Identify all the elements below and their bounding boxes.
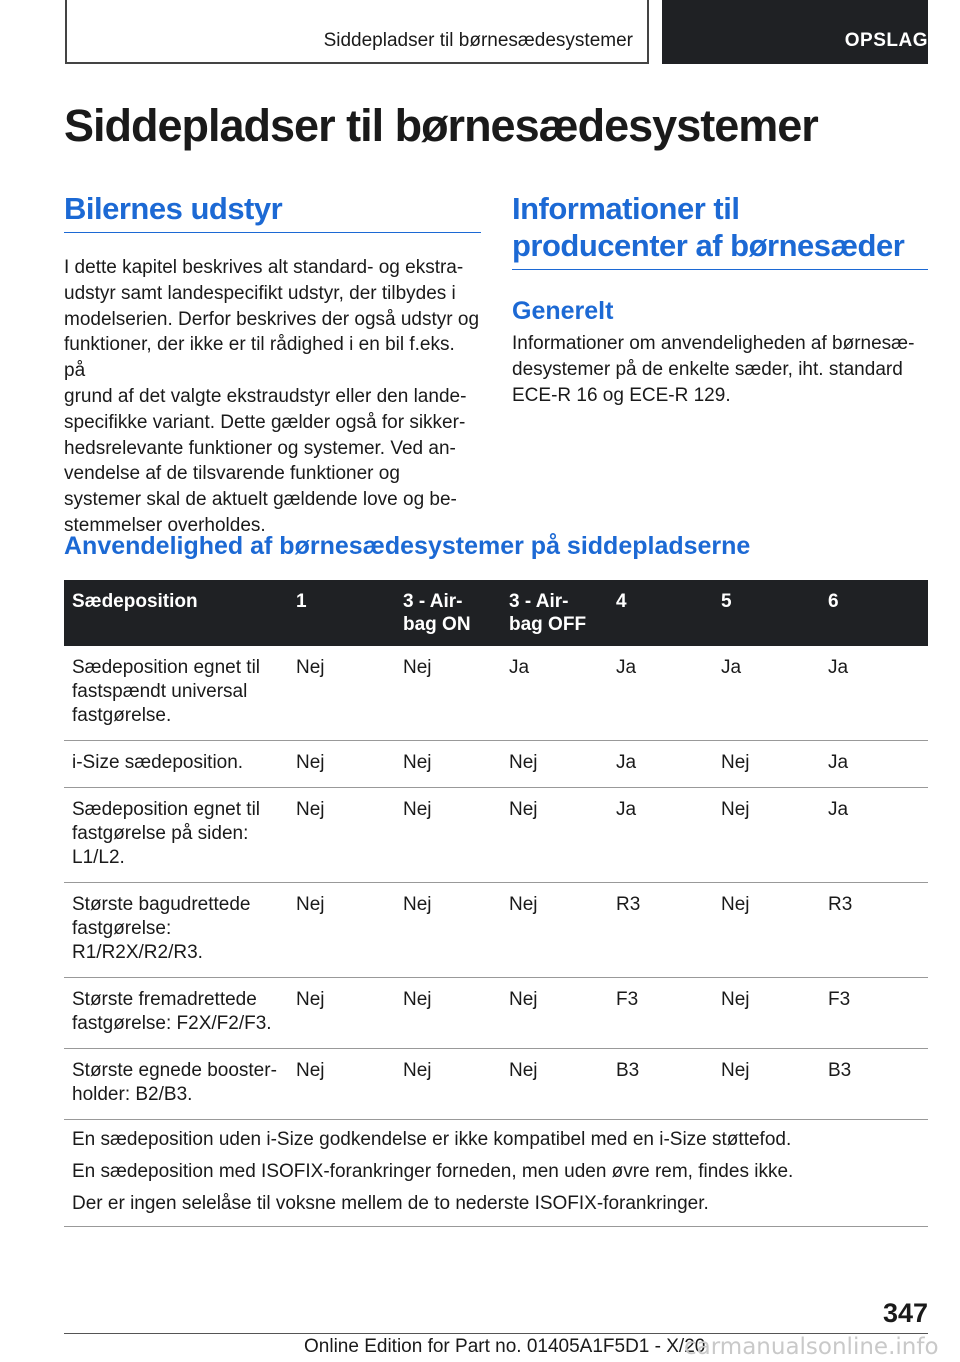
column-header bbox=[288, 580, 395, 646]
text-line: 6 bbox=[828, 591, 839, 612]
value-cell: Nej bbox=[395, 788, 501, 883]
table-row bbox=[64, 741, 928, 788]
text-line: udstyr samt landespecifikt udstyr, der tilbydes i bbox=[64, 282, 456, 304]
value-cell: Nej bbox=[501, 883, 608, 978]
value-cell: F3 bbox=[820, 978, 928, 1049]
vehicle-equipment-paragraph bbox=[64, 255, 481, 539]
column-header bbox=[608, 580, 713, 646]
value-cell: Nej bbox=[713, 883, 820, 978]
text-line: grund af det valgte ekstraudstyr eller den lande- bbox=[64, 385, 467, 407]
vehicle-equipment-heading: Bilernes udstyr bbox=[64, 191, 283, 226]
value-cell: Nej bbox=[288, 1049, 395, 1120]
header-index-label[interactable]: OPSLAG bbox=[844, 30, 928, 51]
value-cell: Nej bbox=[713, 741, 820, 788]
text-line: funktioner, der ikke er til rådighed i en bil f.eks. på bbox=[64, 334, 455, 382]
value-cell: Nej bbox=[395, 1049, 501, 1120]
column-header bbox=[64, 580, 288, 646]
header-section-label: Siddepladser til børnesædesystemer bbox=[323, 30, 633, 51]
header-index-tab[interactable] bbox=[662, 0, 928, 64]
text-line: producenter af børnesæder bbox=[512, 228, 905, 263]
value-cell: Ja bbox=[820, 788, 928, 883]
value-cell: Nej bbox=[501, 741, 608, 788]
table-row bbox=[64, 1049, 928, 1120]
value-cell: Nej bbox=[395, 741, 501, 788]
footer-watermark: carmanualsonline.info bbox=[684, 1334, 939, 1360]
row-label-cell bbox=[64, 978, 288, 1049]
text-line: modelserien. Derfor beskrives der også udstyr og bbox=[64, 308, 480, 330]
heading-rule bbox=[64, 232, 481, 233]
text-line: systemer skal de aktuelt gældende love og be- bbox=[64, 489, 457, 511]
text-line: 4 bbox=[616, 591, 627, 612]
text-line: fastgørelse: F2X/F2/F3. bbox=[72, 1013, 272, 1034]
value-cell: Nej bbox=[288, 883, 395, 978]
value-cell: R3 bbox=[820, 883, 928, 978]
text-line: fastspændt universal bbox=[72, 681, 248, 702]
text-line: stemmelser overholdes. bbox=[64, 514, 266, 536]
text-line: Største bagudrettede bbox=[72, 894, 251, 915]
value-cell: Nej bbox=[501, 1049, 608, 1120]
value-cell: B3 bbox=[820, 1049, 928, 1120]
value-cell: Nej bbox=[713, 978, 820, 1049]
page-header bbox=[65, 0, 928, 64]
value-cell: Ja bbox=[608, 741, 713, 788]
text-line: Informationer til bbox=[512, 191, 740, 226]
value-cell: Ja bbox=[713, 646, 820, 741]
text-line: i-Size sædeposition. bbox=[72, 752, 244, 773]
text-line: I dette kapitel beskrives alt standard- og ekstra- bbox=[64, 257, 464, 278]
text-line: Informationer om anvendeligheden af børnesæ- bbox=[512, 333, 915, 354]
row-label-cell bbox=[64, 1049, 288, 1120]
text-line: 5 bbox=[721, 591, 732, 612]
value-cell: Ja bbox=[820, 741, 928, 788]
right-column bbox=[512, 190, 928, 408]
row-label-cell bbox=[64, 741, 288, 788]
value-cell: Nej bbox=[288, 978, 395, 1049]
table-note: En sædeposition uden i-Size godkendelse er ikke kompatibel med en i-Size støttefod. bbox=[72, 1129, 792, 1150]
text-line: Største egnede booster- bbox=[72, 1060, 277, 1081]
text-line: desystemer på de enkelte sæder, iht. standard bbox=[512, 358, 903, 380]
left-column bbox=[64, 190, 481, 539]
footer-edition-text: Online Edition for Part no. 01405A1F5D1 - X/20 bbox=[304, 1336, 706, 1357]
seat-applicability-table bbox=[64, 580, 928, 1227]
value-cell: Nej bbox=[288, 788, 395, 883]
value-cell: B3 bbox=[608, 1049, 713, 1120]
value-cell: Nej bbox=[395, 646, 501, 741]
text-line: Største fremadrettede bbox=[72, 989, 257, 1010]
value-cell: Nej bbox=[395, 978, 501, 1049]
value-cell: Nej bbox=[501, 788, 608, 883]
value-cell: Nej bbox=[713, 788, 820, 883]
text-line: ECE-R 16 og ECE-R 129. bbox=[512, 384, 731, 406]
value-cell: F3 bbox=[608, 978, 713, 1049]
value-cell: Nej bbox=[395, 883, 501, 978]
table-row bbox=[64, 978, 928, 1049]
general-paragraph bbox=[512, 331, 928, 408]
page-number: 347 bbox=[882, 1298, 928, 1328]
text-line: Sædeposition egnet til bbox=[72, 799, 261, 820]
text-line: 1 bbox=[296, 591, 307, 612]
value-cell: Ja bbox=[608, 646, 713, 741]
table-header-row bbox=[64, 580, 928, 646]
table-notes-row bbox=[64, 1120, 928, 1227]
text-line: specifikke variant. Dette gælder også for sikker- bbox=[64, 411, 466, 433]
table-notes-cell bbox=[64, 1120, 928, 1227]
text-line: 3 - Air- bbox=[403, 591, 463, 612]
value-cell: Nej bbox=[288, 741, 395, 788]
header-section-tab bbox=[65, 0, 649, 64]
column-header bbox=[820, 580, 928, 646]
heading-rule bbox=[512, 269, 928, 270]
table-note: Der er ingen selelåse til voksne mellem de to nederste ISOFIX-forankringer. bbox=[72, 1193, 709, 1214]
value-cell: Nej bbox=[713, 1049, 820, 1120]
table-row bbox=[64, 646, 928, 741]
table-note: En sædeposition med ISOFIX-forankringer forneden, men uden øvre rem, findes ikke. bbox=[72, 1161, 794, 1182]
value-cell: Nej bbox=[501, 978, 608, 1049]
text-line: R1/R2X/R2/R3. bbox=[72, 942, 203, 963]
text-line: hedsrelevante funktioner og systemer. Ved an- bbox=[64, 437, 456, 459]
table-body bbox=[64, 646, 928, 1227]
column-header bbox=[395, 580, 501, 646]
text-line: vendelse af de tilsvarende funktioner og bbox=[64, 463, 400, 485]
text-line: fastgørelse: bbox=[72, 918, 172, 939]
value-cell: Nej bbox=[288, 646, 395, 741]
manufacturer-info-heading bbox=[512, 190, 928, 264]
value-cell: R3 bbox=[608, 883, 713, 978]
table-section-title: Anvendelighed af børnesædesystemer på siddepladserne bbox=[64, 532, 751, 560]
text-line: fastgørelse på siden: bbox=[72, 823, 249, 844]
text-line: Sædeposition bbox=[72, 591, 198, 612]
value-cell: Ja bbox=[820, 646, 928, 741]
text-line: L1/L2. bbox=[72, 847, 125, 868]
column-header bbox=[713, 580, 820, 646]
page-title: Siddepladser til børnesædesystemer bbox=[64, 100, 818, 151]
text-line: 3 - Air- bbox=[509, 591, 569, 612]
text-line: fastgørelse. bbox=[72, 705, 172, 726]
value-cell: Ja bbox=[608, 788, 713, 883]
row-label-cell bbox=[64, 788, 288, 883]
text-line: bag ON bbox=[403, 614, 471, 635]
column-header bbox=[501, 580, 608, 646]
row-label-cell bbox=[64, 883, 288, 978]
text-line: Sædeposition egnet til bbox=[72, 657, 261, 678]
table-row bbox=[64, 788, 928, 883]
text-line: bag OFF bbox=[509, 614, 587, 635]
table-row bbox=[64, 883, 928, 978]
row-label-cell bbox=[64, 646, 288, 741]
value-cell: Ja bbox=[501, 646, 608, 741]
general-subheading: Generelt bbox=[512, 297, 614, 325]
text-line: holder: B2/B3. bbox=[72, 1084, 193, 1105]
